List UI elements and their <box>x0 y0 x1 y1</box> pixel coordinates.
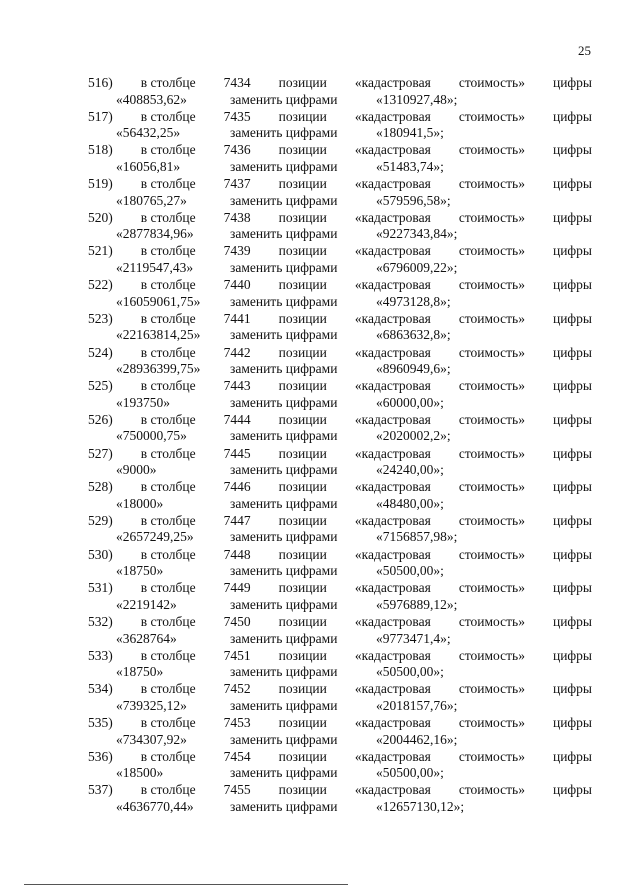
list-item <box>88 109 592 143</box>
entry-line-2 <box>88 529 592 546</box>
column-number: 7455 <box>223 782 251 798</box>
cost-word: стоимость» <box>458 748 525 764</box>
entry-line-1 <box>88 547 592 564</box>
old-value: «18750» <box>116 563 164 579</box>
old-value: «28936399,75» <box>116 361 201 376</box>
list-item <box>88 176 592 210</box>
cost-word: стоимость» <box>458 479 525 495</box>
replace-phrase: заменить цифрами <box>230 394 338 410</box>
entry-line-2 <box>88 664 592 681</box>
new-value: «60000,00»; <box>376 394 444 410</box>
cost-word: стоимость» <box>458 209 525 225</box>
digits-word: цифры <box>552 108 592 124</box>
position-word: позиции <box>278 715 327 731</box>
old-value: «18500» <box>116 765 164 781</box>
entry-number: 523) <box>88 310 113 326</box>
column-number: 7443 <box>223 378 251 394</box>
position-word: позиции <box>278 445 327 461</box>
entry-line-2 <box>88 361 592 378</box>
list-item <box>88 311 592 345</box>
replace-phrase: заменить цифрами <box>230 259 338 275</box>
amendment-list <box>88 75 592 816</box>
entry-line-1 <box>88 782 592 799</box>
entry-number: 526) <box>88 411 113 427</box>
entry-number: 518) <box>88 142 113 158</box>
column-number: 7451 <box>223 647 251 663</box>
list-item <box>88 210 592 244</box>
entry-number: 535) <box>88 715 113 731</box>
position-word: позиции <box>278 614 327 629</box>
entry-number: 533) <box>88 647 113 663</box>
list-item <box>88 412 592 446</box>
position-word: позиции <box>278 176 327 192</box>
replace-phrase: заменить цифрами <box>230 293 338 309</box>
new-value: «9227343,84»; <box>376 226 458 242</box>
column-phrase: в столбце <box>140 782 196 798</box>
entry-number: 524) <box>88 344 113 360</box>
new-value: «51483,74»; <box>376 158 444 174</box>
entry-line-1 <box>88 681 592 698</box>
replace-phrase: заменить цифрами <box>230 664 338 680</box>
digits-word: цифры <box>552 142 592 158</box>
old-value: «750000,75» <box>116 428 187 444</box>
entry-line-1 <box>88 243 592 260</box>
column-phrase: в столбце <box>140 176 196 192</box>
column-number: 7441 <box>223 310 251 326</box>
cadastral-word: «кадастровая <box>354 344 431 360</box>
entry-line-2 <box>88 260 592 277</box>
entry-line-1 <box>88 580 592 597</box>
cadastral-word: «кадастровая <box>354 715 431 731</box>
position-word: позиции <box>278 479 327 495</box>
old-value: «16059061,75» <box>116 293 201 309</box>
position-word: позиции <box>278 310 327 326</box>
entry-line-2 <box>88 193 592 210</box>
cadastral-word: «кадастровая <box>354 748 431 764</box>
digits-word: цифры <box>552 344 592 360</box>
column-number: 7444 <box>223 411 251 427</box>
digits-word: цифры <box>552 310 592 326</box>
digits-word: цифры <box>552 647 592 663</box>
replace-phrase: заменить цифрами <box>230 495 338 511</box>
cost-word: стоимость» <box>458 75 525 90</box>
cadastral-word: «кадастровая <box>354 142 431 158</box>
cost-word: стоимость» <box>458 614 525 629</box>
column-phrase: в столбце <box>140 310 196 326</box>
new-value: «50500,00»; <box>376 664 444 680</box>
column-phrase: в столбце <box>140 411 196 427</box>
column-phrase: в столбце <box>140 748 196 764</box>
column-number: 7452 <box>223 681 251 697</box>
entry-line-1 <box>88 75 592 92</box>
old-value: «4636770,44» <box>116 798 194 814</box>
digits-word: цифры <box>552 378 592 394</box>
replace-phrase: заменить цифрами <box>230 630 338 646</box>
cost-word: стоимость» <box>458 277 525 293</box>
position-word: позиции <box>278 748 327 764</box>
replace-phrase: заменить цифрами <box>230 563 338 579</box>
new-value: «6796009,22»; <box>376 259 458 275</box>
column-number: 7450 <box>223 614 251 629</box>
column-number: 7439 <box>223 243 251 259</box>
entry-line-1 <box>88 446 592 463</box>
digits-word: цифры <box>552 546 592 562</box>
entry-number: 516) <box>88 75 113 90</box>
cost-word: стоимость» <box>458 108 525 124</box>
entry-line-2 <box>88 765 592 782</box>
old-value: «2877834,96» <box>116 226 194 242</box>
list-item <box>88 614 592 648</box>
column-phrase: в столбце <box>140 580 196 596</box>
old-value: «2657249,25» <box>116 529 194 545</box>
list-item <box>88 277 592 311</box>
entry-line-1 <box>88 277 592 294</box>
cadastral-word: «кадастровая <box>354 411 431 427</box>
entry-line-2 <box>88 799 592 816</box>
cost-word: стоимость» <box>458 176 525 192</box>
list-item <box>88 513 592 547</box>
cadastral-word: «кадастровая <box>354 782 431 798</box>
digits-word: цифры <box>552 479 592 495</box>
list-item <box>88 749 592 783</box>
new-value: «48480,00»; <box>376 495 444 511</box>
digits-word: цифры <box>552 411 592 427</box>
entry-number: 525) <box>88 378 113 394</box>
new-value: «2004462,16»; <box>376 731 458 747</box>
cost-word: стоимость» <box>458 546 525 562</box>
entry-line-2 <box>88 92 592 109</box>
replace-phrase: заменить цифрами <box>230 596 338 612</box>
column-number: 7436 <box>223 142 251 158</box>
entry-line-1 <box>88 513 592 530</box>
cost-word: стоимость» <box>458 310 525 326</box>
position-word: позиции <box>278 681 327 697</box>
cadastral-word: «кадастровая <box>354 546 431 562</box>
entry-number: 537) <box>88 782 113 798</box>
old-value: «2219142» <box>116 596 177 612</box>
list-item <box>88 715 592 749</box>
old-value: «180765,27» <box>116 192 187 208</box>
new-value: «50500,00»; <box>376 765 444 781</box>
replace-phrase: заменить цифрами <box>230 697 338 713</box>
entry-line-1 <box>88 378 592 395</box>
new-value: «579596,58»; <box>376 192 451 208</box>
old-value: «18000» <box>116 495 164 511</box>
new-value: «12657130,12»; <box>376 798 465 814</box>
cost-word: стоимость» <box>458 344 525 360</box>
new-value: «24240,00»; <box>376 462 444 478</box>
replace-phrase: заменить цифрами <box>230 327 338 343</box>
new-value: «6863632,8»; <box>376 327 451 343</box>
cadastral-word: «кадастровая <box>354 647 431 663</box>
cost-word: стоимость» <box>458 580 525 596</box>
new-value: «8960949,6»; <box>376 361 451 376</box>
entry-line-1 <box>88 614 592 631</box>
entry-line-1 <box>88 311 592 328</box>
column-phrase: в столбце <box>140 445 196 461</box>
replace-phrase: заменить цифрами <box>230 158 338 174</box>
digits-word: цифры <box>552 243 592 259</box>
replace-phrase: заменить цифрами <box>230 731 338 747</box>
column-phrase: в столбце <box>140 614 196 629</box>
cadastral-word: «кадастровая <box>354 580 431 596</box>
digits-word: цифры <box>552 681 592 697</box>
list-item <box>88 782 592 816</box>
old-value: «56432,25» <box>116 125 181 141</box>
new-value: «7156857,98»; <box>376 529 458 545</box>
column-phrase: в столбце <box>140 647 196 663</box>
entry-line-2 <box>88 631 592 648</box>
digits-word: цифры <box>552 176 592 192</box>
replace-phrase: заменить цифрами <box>230 529 338 545</box>
digits-word: цифры <box>552 782 592 798</box>
old-value: «739325,12» <box>116 697 187 713</box>
entry-line-2 <box>88 125 592 142</box>
position-word: позиции <box>278 647 327 663</box>
cost-word: стоимость» <box>458 445 525 461</box>
column-phrase: в столбце <box>140 277 196 293</box>
cost-word: стоимость» <box>458 681 525 697</box>
column-phrase: в столбце <box>140 479 196 495</box>
old-value: «408853,62» <box>116 91 187 107</box>
old-value: «2119547,43» <box>116 259 194 275</box>
new-value: «4973128,8»; <box>376 293 451 309</box>
column-number: 7434 <box>223 75 251 90</box>
old-value: «3628764» <box>116 630 177 646</box>
column-phrase: в столбце <box>140 681 196 697</box>
column-phrase: в столбце <box>140 344 196 360</box>
column-number: 7449 <box>223 580 251 596</box>
column-number: 7440 <box>223 277 251 293</box>
cost-word: стоимость» <box>458 715 525 731</box>
digits-word: цифры <box>552 209 592 225</box>
entry-number: 536) <box>88 748 113 764</box>
replace-phrase: заменить цифрами <box>230 226 338 242</box>
entry-line-1 <box>88 648 592 665</box>
page-number: 25 <box>578 43 591 58</box>
entry-number: 517) <box>88 108 113 124</box>
entry-number: 519) <box>88 176 113 192</box>
cost-word: стоимость» <box>458 378 525 394</box>
cadastral-word: «кадастровая <box>354 378 431 394</box>
column-number: 7438 <box>223 209 251 225</box>
new-value: «2018157,76»; <box>376 697 458 713</box>
list-item <box>88 681 592 715</box>
digits-word: цифры <box>552 75 592 90</box>
entry-line-1 <box>88 210 592 227</box>
position-word: позиции <box>278 546 327 562</box>
column-number: 7448 <box>223 546 251 562</box>
cadastral-word: «кадастровая <box>354 277 431 293</box>
list-item <box>88 142 592 176</box>
new-value: «9773471,4»; <box>376 630 451 646</box>
entry-line-2 <box>88 395 592 412</box>
entry-number: 529) <box>88 512 113 528</box>
column-number: 7453 <box>223 715 251 731</box>
column-number: 7442 <box>223 344 251 360</box>
new-value: «5976889,12»; <box>376 596 458 612</box>
cost-word: стоимость» <box>458 411 525 427</box>
cost-word: стоимость» <box>458 243 525 259</box>
column-phrase: в столбце <box>140 512 196 528</box>
new-value: «180941,5»; <box>376 125 444 141</box>
list-item <box>88 378 592 412</box>
entry-number: 532) <box>88 614 113 629</box>
list-item <box>88 75 592 109</box>
new-value: «2020002,2»; <box>376 428 451 444</box>
column-phrase: в столбце <box>140 243 196 259</box>
entry-line-2 <box>88 563 592 580</box>
column-number: 7454 <box>223 748 251 764</box>
list-item <box>88 446 592 480</box>
column-phrase: в столбце <box>140 546 196 562</box>
entry-line-2 <box>88 698 592 715</box>
replace-phrase: заменить цифрами <box>230 91 338 107</box>
entry-line-2 <box>88 732 592 749</box>
entry-number: 520) <box>88 209 113 225</box>
column-phrase: в столбце <box>140 378 196 394</box>
bottom-rule <box>24 884 348 885</box>
position-word: позиции <box>278 209 327 225</box>
digits-word: цифры <box>552 277 592 293</box>
cadastral-word: «кадастровая <box>354 176 431 192</box>
position-word: позиции <box>278 142 327 158</box>
entry-number: 528) <box>88 479 113 495</box>
position-word: позиции <box>278 277 327 293</box>
cadastral-word: «кадастровая <box>354 310 431 326</box>
replace-phrase: заменить цифрами <box>230 361 338 376</box>
position-word: позиции <box>278 344 327 360</box>
cadastral-word: «кадастровая <box>354 614 431 629</box>
position-word: позиции <box>278 512 327 528</box>
entry-line-1 <box>88 412 592 429</box>
entry-number: 530) <box>88 546 113 562</box>
position-word: позиции <box>278 243 327 259</box>
entry-number: 521) <box>88 243 113 259</box>
entry-line-2 <box>88 294 592 311</box>
column-number: 7445 <box>223 445 251 461</box>
position-word: позиции <box>278 580 327 596</box>
old-value: «16056,81» <box>116 158 181 174</box>
old-value: «9000» <box>116 462 157 478</box>
replace-phrase: заменить цифрами <box>230 428 338 444</box>
list-item <box>88 648 592 682</box>
list-item <box>88 547 592 581</box>
entry-line-2 <box>88 327 592 344</box>
digits-word: цифры <box>552 445 592 461</box>
entry-line-1 <box>88 176 592 193</box>
replace-phrase: заменить цифрами <box>230 192 338 208</box>
entry-line-1 <box>88 345 592 362</box>
entry-line-2 <box>88 462 592 479</box>
new-value: «50500,00»; <box>376 563 444 579</box>
column-phrase: в столбце <box>140 75 196 90</box>
list-item <box>88 243 592 277</box>
entry-line-1 <box>88 479 592 496</box>
entry-number: 522) <box>88 277 113 293</box>
column-phrase: в столбце <box>140 715 196 731</box>
cadastral-word: «кадастровая <box>354 479 431 495</box>
cadastral-word: «кадастровая <box>354 512 431 528</box>
cost-word: стоимость» <box>458 782 525 798</box>
column-phrase: в столбце <box>140 108 196 124</box>
replace-phrase: заменить цифрами <box>230 765 338 781</box>
entry-line-2 <box>88 159 592 176</box>
entry-line-1 <box>88 109 592 126</box>
old-value: «193750» <box>116 394 170 410</box>
position-word: позиции <box>278 378 327 394</box>
replace-phrase: заменить цифрами <box>230 462 338 478</box>
list-item <box>88 580 592 614</box>
entry-number: 534) <box>88 681 113 697</box>
cadastral-word: «кадастровая <box>354 445 431 461</box>
new-value: «1310927,48»; <box>376 91 458 107</box>
entry-line-2 <box>88 496 592 513</box>
cadastral-word: «кадастровая <box>354 108 431 124</box>
cadastral-word: «кадастровая <box>354 209 431 225</box>
entry-line-2 <box>88 226 592 243</box>
digits-word: цифры <box>552 512 592 528</box>
entry-line-2 <box>88 597 592 614</box>
cost-word: стоимость» <box>458 647 525 663</box>
column-number: 7437 <box>223 176 251 192</box>
position-word: позиции <box>278 108 327 124</box>
digits-word: цифры <box>552 748 592 764</box>
cadastral-word: «кадастровая <box>354 243 431 259</box>
entry-line-1 <box>88 142 592 159</box>
column-number: 7435 <box>223 108 251 124</box>
entry-number: 527) <box>88 445 113 461</box>
cost-word: стоимость» <box>458 142 525 158</box>
column-phrase: в столбце <box>140 142 196 158</box>
position-word: позиции <box>278 411 327 427</box>
digits-word: цифры <box>552 715 592 731</box>
replace-phrase: заменить цифрами <box>230 798 338 814</box>
old-value: «22163814,25» <box>116 327 201 343</box>
digits-word: цифры <box>552 580 592 596</box>
old-value: «18750» <box>116 664 164 680</box>
column-number: 7447 <box>223 512 251 528</box>
entry-line-1 <box>88 715 592 732</box>
entry-number: 531) <box>88 580 113 596</box>
list-item <box>88 345 592 379</box>
entry-line-1 <box>88 749 592 766</box>
replace-phrase: заменить цифрами <box>230 125 338 141</box>
position-word: позиции <box>278 75 327 90</box>
list-item <box>88 479 592 513</box>
cadastral-word: «кадастровая <box>354 681 431 697</box>
column-phrase: в столбце <box>140 209 196 225</box>
position-word: позиции <box>278 782 327 798</box>
entry-line-2 <box>88 428 592 445</box>
cost-word: стоимость» <box>458 512 525 528</box>
cadastral-word: «кадастровая <box>354 75 431 90</box>
column-number: 7446 <box>223 479 251 495</box>
old-value: «734307,92» <box>116 731 187 747</box>
digits-word: цифры <box>552 614 592 629</box>
